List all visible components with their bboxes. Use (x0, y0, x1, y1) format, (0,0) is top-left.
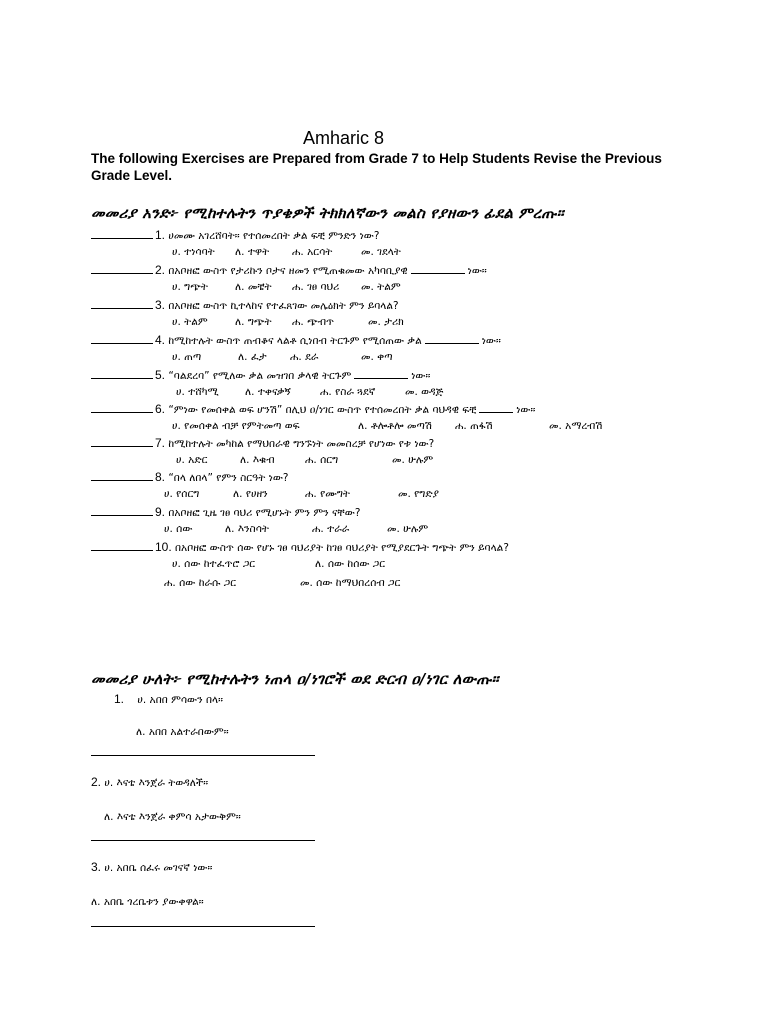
question-text: ከሚከተሉት ውስጥ ጠብቆና ላልቶ ሲነበብ ትርጉም የሚሰጠው ቃል (168, 335, 422, 347)
option[interactable]: መ. ቀጣ (361, 351, 393, 363)
option[interactable]: መ. ትልም (361, 281, 401, 293)
section2-instruction: መመሪያ ሁለት፦ የሚከተሉትን ነጠላ ዐ/ነገሮች ወደ ድርብ ዐ/ነገር ለውጡ። (91, 670, 499, 688)
question-number: 3. (155, 298, 166, 312)
option[interactable]: ለ. ግጭት (235, 316, 272, 328)
option[interactable]: መ. የግድያ (398, 488, 439, 500)
exercise-number: 1. (114, 692, 125, 706)
option[interactable]: ሀ. አድር (176, 454, 208, 466)
option[interactable]: መ. ገደላት (361, 246, 401, 258)
option[interactable]: ሐ. ተራራ (312, 523, 350, 535)
option[interactable]: መ. ሰው ከማህበረሰብ ጋር (300, 577, 401, 589)
question-number: 10. (155, 540, 172, 554)
option[interactable]: ሐ. ጭብጥ (292, 316, 335, 328)
answer-blank[interactable] (91, 308, 153, 309)
question-number: 5. (155, 368, 166, 382)
option[interactable]: ሐ. ሰው ከራሱ ጋር (164, 577, 237, 589)
question-text-end: ነው። (411, 370, 431, 382)
question-text: “ባልደረባ” የሚለው ቃል መዝገበ ቃላዊ ትርጉም (168, 370, 352, 382)
sentence-a: ሀ. አበቤ ሰፈሩ መገናኛ ነው። (104, 862, 213, 874)
question-10 (91, 540, 509, 555)
section1-instruction: መመሪያ አንድ፦ የሚከተሉትን ጥያቄዎች ትክክለኛውን መልስ የያዘውን ፊደል ምረጡ። (91, 204, 564, 222)
question-5 (91, 368, 430, 383)
answer-line[interactable] (91, 840, 315, 841)
option[interactable]: ሐ. ሰርግ (305, 454, 339, 466)
exercise-number: 3. (91, 860, 102, 874)
inline-blank[interactable] (479, 412, 513, 413)
question-text-end: ነው። (467, 265, 487, 277)
option[interactable]: መ. ወዳጅ (405, 386, 444, 398)
option[interactable]: ለ. ተቀናቃኝ (245, 386, 291, 398)
option[interactable]: ሀ. የመሰቀል ብቻ የምትመጣ ወፍ (172, 420, 300, 432)
inline-blank[interactable] (411, 273, 465, 274)
question-3 (91, 298, 399, 313)
option[interactable]: መ. አማረብሽ (549, 420, 603, 432)
question-text-end: ነው። (516, 404, 536, 416)
option[interactable]: ለ. ሰው ከሰው ጋር (315, 558, 386, 570)
exercise-1-sentence-a (114, 692, 223, 707)
option[interactable]: ሀ. ጠጣ (172, 351, 202, 363)
exercise-3-sentence-a (91, 860, 212, 875)
option[interactable]: ሐ. ደራ (290, 351, 319, 363)
question-1 (91, 228, 379, 243)
question-text: ሀመሙ አገረሸባት። የተሰመረበት ቃል ፍቺ ምንድን ነው? (168, 230, 380, 242)
option[interactable]: ሀ. ሰው (164, 523, 193, 535)
question-number: 7. (155, 436, 166, 450)
option[interactable]: መ. ሁሉም (392, 454, 434, 466)
option[interactable]: ሀ. ሰው ከተፈጥሮ ጋር (172, 558, 256, 570)
question-text: ከሚከተሉት መካከል የማህበራዊ ግንኙነት መመስረቻ የሆነው የቱ ነው? (168, 438, 435, 450)
question-text-end: ነው። (481, 335, 501, 347)
question-4 (91, 333, 501, 348)
intro-text: The following Exercises are Prepared from Grade 7 to Help Students Revise the Previous Grade Level. (91, 151, 662, 183)
answer-blank[interactable] (91, 273, 153, 274)
answer-blank[interactable] (91, 378, 153, 379)
question-6 (91, 402, 535, 417)
inline-blank[interactable] (425, 343, 479, 344)
option[interactable]: ለ. እቁብ (240, 454, 275, 466)
answer-blank[interactable] (91, 446, 153, 447)
question-text: “በላ ለበላ” የምን ስርዓት ነው? (168, 472, 289, 484)
option[interactable]: ሐ. ገፀ ባህሪ (292, 281, 340, 293)
option[interactable]: ለ. እንስሳት (225, 523, 269, 535)
option[interactable]: ሀ. ግጭት (172, 281, 208, 293)
option[interactable]: ሀ. ትልም (172, 316, 208, 328)
option[interactable]: ሐ. ጠፋሽ (455, 420, 493, 432)
option[interactable]: ለ. ቶሎቶሎ መጣሽ (358, 420, 432, 432)
answer-blank[interactable] (91, 480, 153, 481)
option[interactable]: መ. ሁሉም (387, 523, 429, 535)
option[interactable]: ሐ. የሙግት (305, 488, 351, 500)
option[interactable]: ለ. ፈታ (238, 351, 267, 363)
option[interactable]: መ. ታሪክ (368, 316, 404, 328)
answer-blank[interactable] (91, 412, 153, 413)
answer-blank[interactable] (91, 238, 153, 239)
question-text: በአቦዘፎ ውስጥ የታሪኩን ቦታና ዘመን የሚጠቁመው አካባቢያዊ (168, 265, 408, 277)
option[interactable]: ለ. መቼት (235, 281, 272, 293)
question-8 (91, 470, 288, 485)
question-number: 2. (155, 263, 166, 277)
question-number: 8. (155, 470, 166, 484)
page-title: Amharic 8 (303, 128, 385, 148)
option[interactable]: ሀ. ተሸካሚ (176, 386, 219, 398)
option[interactable]: ለ. የሀዘን (233, 488, 268, 500)
answer-line[interactable] (91, 755, 315, 756)
answer-line[interactable] (91, 926, 315, 927)
question-9 (91, 505, 360, 520)
exercise-1-sentence-b: ለ. አበበ አልተራበውም። (136, 726, 229, 738)
sentence-a: ሀ. እናቴ እንጀራ ትወዳለች። (104, 777, 209, 789)
question-number: 1. (155, 228, 166, 242)
answer-blank[interactable] (91, 515, 153, 516)
question-number: 6. (155, 402, 166, 416)
option[interactable]: ሐ. አርሳት (292, 246, 333, 258)
question-text: በአቦዘፎ ውስጥ ኪተላከና የተፈጸገው መሌዕክት ምን ይባላል? (168, 300, 399, 312)
exercise-3-sentence-b: ለ. አበቤ ጎረቤቱን ያውቀዋል። (91, 896, 204, 908)
exercise-2-sentence-a (91, 775, 208, 790)
exercise-2-sentence-b: ለ. እናቴ እንጀራ ቀምሳ አታውቅም። (104, 811, 241, 823)
answer-blank[interactable] (91, 550, 153, 551)
option[interactable]: ለ. ተዋት (235, 246, 270, 258)
question-number: 4. (155, 333, 166, 347)
option[interactable]: ሀ. ተነሳባት (172, 246, 215, 258)
option[interactable]: ሀ. የሰርግ (164, 488, 200, 500)
answer-blank[interactable] (91, 343, 153, 344)
sentence-a: ሀ. አበበ ምሳውን በላ። (137, 694, 223, 706)
question-2 (91, 263, 487, 278)
question-number: 9. (155, 505, 166, 519)
exercise-number: 2. (91, 775, 102, 789)
option[interactable]: ሐ. የስራ ጓደኛ (320, 386, 376, 398)
inline-blank[interactable] (354, 378, 408, 379)
question-text: በአቦዘፎ ጊዜ ገፀ ባህሪ የሚሆኑት ምን ምን ናቸው? (168, 507, 361, 519)
question-text: በአቦዘፎ ውስጥ ሰው የሆኑ ገፀ ባህሪያት ከገፀ ባህሪያት የሚያደርጉት ግጭት ምን ይባላል? (175, 542, 509, 554)
question-7 (91, 436, 434, 451)
question-text: “ምነው የመሰቀል ወፍ ሆንሽ” በሊህ ዐ/ነገር ውስጥ የተሰመረበት ቃል ባህዳዊ ፍቺ (168, 404, 477, 416)
